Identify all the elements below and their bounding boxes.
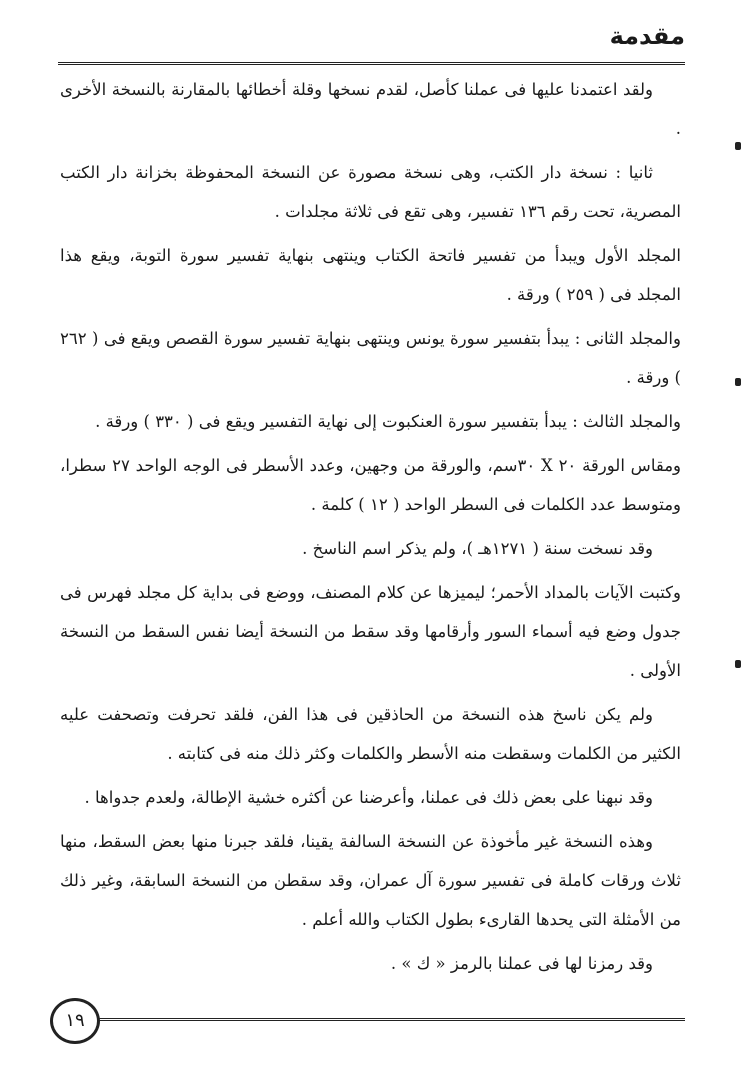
paragraph: المجلد الأول ويبدأ من تفسير فاتحة الكتاب وينتهى بنهاية تفسير سورة التوبة، ويقع هذا المجلد فى ( ٢٥٩ ) ورقة . [60, 246, 681, 304]
footer-rule [94, 1018, 685, 1021]
paragraph: ثانيا : نسخة دار الكتب، وهى نسخة مصورة عن النسخة المحفوظة بخزانة دار الكتب المصرية، تحت رقم ١٣٦ تفسير، وهى تقع فى ثلاثة مجلدات . [60, 163, 681, 221]
page-title: مقدمة [609, 22, 685, 50]
paragraph: وقد نسخت سنة ( ١٢٧١هـ )، ولم يذكر اسم الناسخ . [302, 539, 653, 558]
margin-mark [735, 378, 741, 386]
main-text [60, 70, 681, 988]
paragraph: وهذه النسخة غير مأخوذة عن النسخة السالفة يقينا، فلقد جبرنا منها بعض السقط، منها ثلاث ورقات كاملة فى تفسير سورة آل عمران، وقد سقطن من النسخة السابقة، وغير ذلك من الأمثلة التى يحدها القارىء بطول الكتاب والله أعلم . [60, 832, 681, 929]
header-rule [58, 62, 685, 65]
paragraph: ومقاس الورقة ٢٠ X ٣٠سم، والورقة من وجهين، وعدد الأسطر فى الوجه الواحد ٢٧ سطرا، ومتوسط عدد الكلمات فى السطر الواحد ( ١٢ ) كلمة . [60, 456, 682, 514]
paragraph: وقد رمزنا لها فى عملنا بالرمز « ك » . [390, 954, 653, 973]
paragraph: ولم يكن ناسخ هذه النسخة من الحاذقين فى هذا الفن، فلقد تحرفت وتصحفت عليه الكثير من الكلمات وسقطت منه الأسطر والكلمات وكثر ذلك منه فى كتابته . [60, 705, 681, 763]
paragraph: وقد نبهنا على بعض ذلك فى عملنا، وأعرضنا عن أكثره خشية الإطالة، ولعدم جدواها . [84, 788, 653, 807]
paragraph: والمجلد الثالث : يبدأ بتفسير سورة العنكبوت إلى نهاية التفسير ويقع فى ( ٣٣٠ ) ورقة . [95, 412, 681, 431]
paragraph: وكتبت الآيات بالمداد الأحمر؛ ليميزها عن كلام المصنف، ووضع فى بداية كل مجلد فهرس فى جدول وضع فيه أسماء السور وأرقامها وقد سقط من النسخة أيضا نفس السقط من النسخة الأولى . [60, 583, 681, 680]
paragraph: ولقد اعتمدنا عليها فى عملنا كأصل، لقدم نسخها وقلة أخطائها بالمقارنة بالنسخة الأخرى . [60, 80, 681, 138]
margin-mark [735, 660, 741, 668]
paragraph: والمجلد الثانى : يبدأ بتفسير سورة يونس وينتهى بنهاية تفسير سورة القصص ويقع فى ( ٢٦٢ ) ورقة . [60, 329, 681, 387]
margin-mark [735, 142, 741, 150]
page-number: ١٩ [50, 998, 100, 1044]
